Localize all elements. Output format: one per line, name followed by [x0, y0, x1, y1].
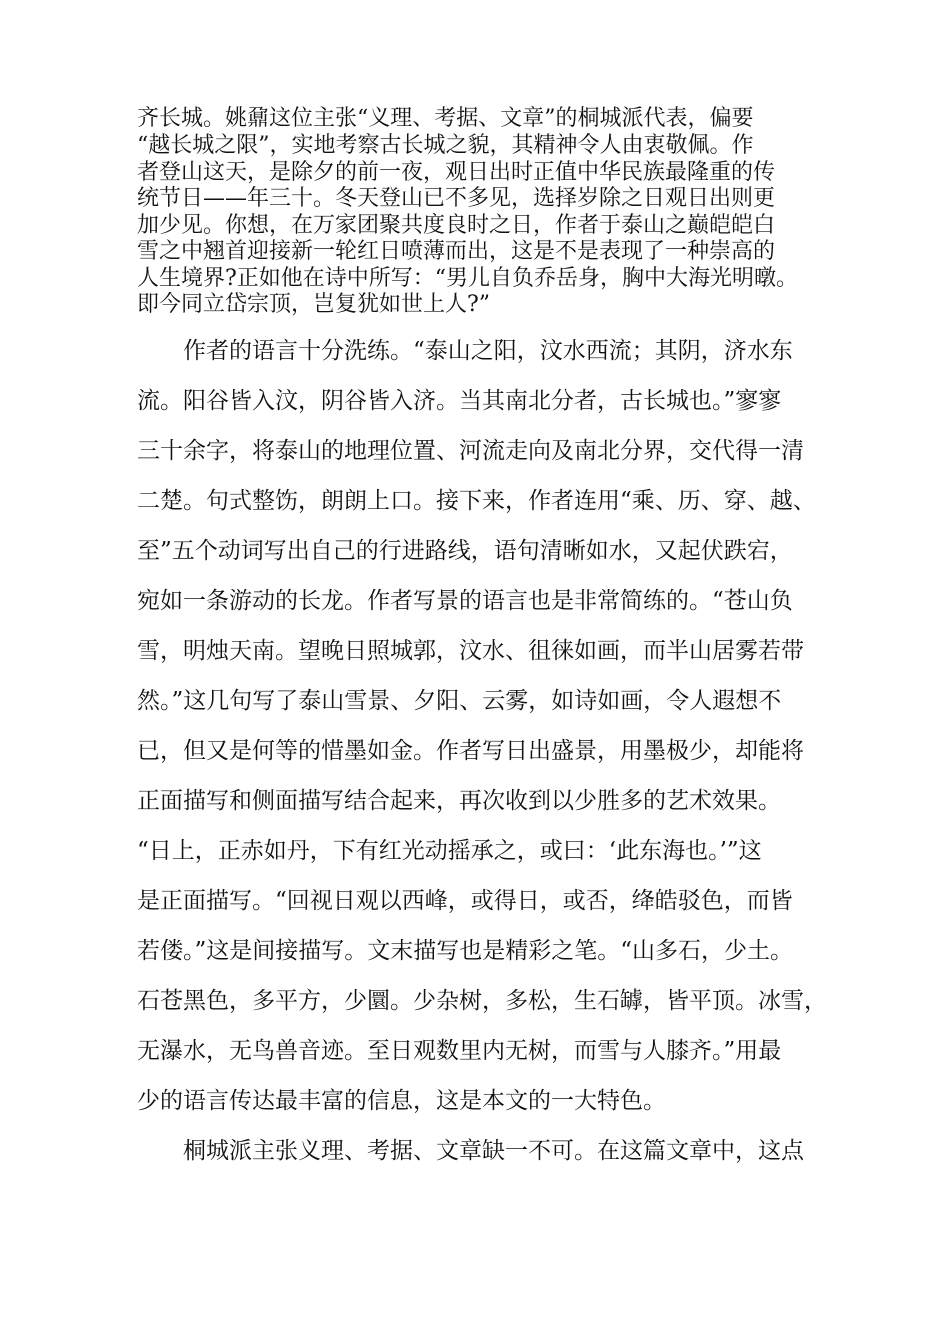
text-line: 已，但又是何等的惜墨如金。作者写日出盛景，用墨极少，却能将: [137, 738, 804, 764]
text-line: 二楚。句式整饬，朗朗上口。接下来，作者连用“乘、历、穿、越、: [137, 488, 816, 514]
text-line: “越长城之限”，实地考察古长城之貌，其精神令人由衷敬佩。作: [137, 133, 754, 158]
text-line: 即今同立岱宗顶，岂复犹如世上人?”: [137, 292, 491, 317]
text-line: 作者的语言十分洗练。“泰山之阳，汶水西流；其阴，济水东: [137, 338, 793, 364]
text-line: 少的语言传达最丰富的信息，这是本文的一大特色。: [137, 1088, 666, 1114]
text-line: 流。阳谷皆入汶，阴谷皆入济。当其南北分者，古长城也。”寥寥: [137, 388, 782, 414]
text-line: 三十余字，将泰山的地理位置、河流走向及南北分界，交代得一清: [137, 438, 804, 464]
text-line: 石苍黑色，多平方，少圜。少杂树，多松，生石罅，皆平顶。冰雪，: [137, 988, 827, 1014]
text-line: 齐长城。姚鼐这位主张“义理、考据、文章”的桐城派代表，偏要: [137, 106, 754, 131]
text-line: “日上，正赤如丹，下有红光动摇承之，或曰：‘此东海也。’”这: [137, 838, 762, 864]
text-line: 人生境界?正如他在诗中所写：“男儿自负乔岳身，胸中大海光明暾。: [137, 266, 799, 291]
text-line: 者登山这天，是除夕的前一夜，观日出时正值中华民族最隆重的传: [137, 160, 776, 185]
text-line: 雪，明烛天南。望晚日照城郭，汶水、徂徕如画，而半山居雾若带: [137, 638, 804, 664]
text-line: 是正面描写。“回视日观以西峰，或得日，或否，绛皓驳色，而皆: [137, 888, 793, 914]
text-line: 至”五个动词写出自己的行进路线，语句清晰如水，又起伏跌宕，: [137, 538, 793, 564]
text-line: 统节日——年三十。冬天登山已不多见，选择岁除之日观日出则更: [137, 186, 776, 211]
text-line: 正面描写和侧面描写结合起来，再次收到以少胜多的艺术效果。: [137, 788, 781, 814]
text-line: 桐城派主张义理、考据、文章缺一不可。在这篇文章中，这点: [137, 1138, 804, 1164]
text-line: 加少见。你想，在万家团聚共度良时之日，作者于泰山之巅皑皑白: [137, 213, 776, 238]
text-line: 宛如一条游动的长龙。作者写景的语言也是非常简练的。“苍山负: [137, 588, 793, 614]
text-line: 无瀑水，无鸟兽音迹。至日观数里内无树，而雪与人膝齐。”用最: [137, 1038, 782, 1064]
text-line: 雪之中翘首迎接新一轮红日喷薄而出，这是不是表现了一种崇高的: [137, 239, 776, 264]
text-line: 若偻。”这是间接描写。文末描写也是精彩之笔。“山多石，少土。: [137, 938, 794, 964]
text-line: 然。”这几句写了泰山雪景、夕阳、云雾，如诗如画，令人遐想不: [137, 688, 782, 714]
